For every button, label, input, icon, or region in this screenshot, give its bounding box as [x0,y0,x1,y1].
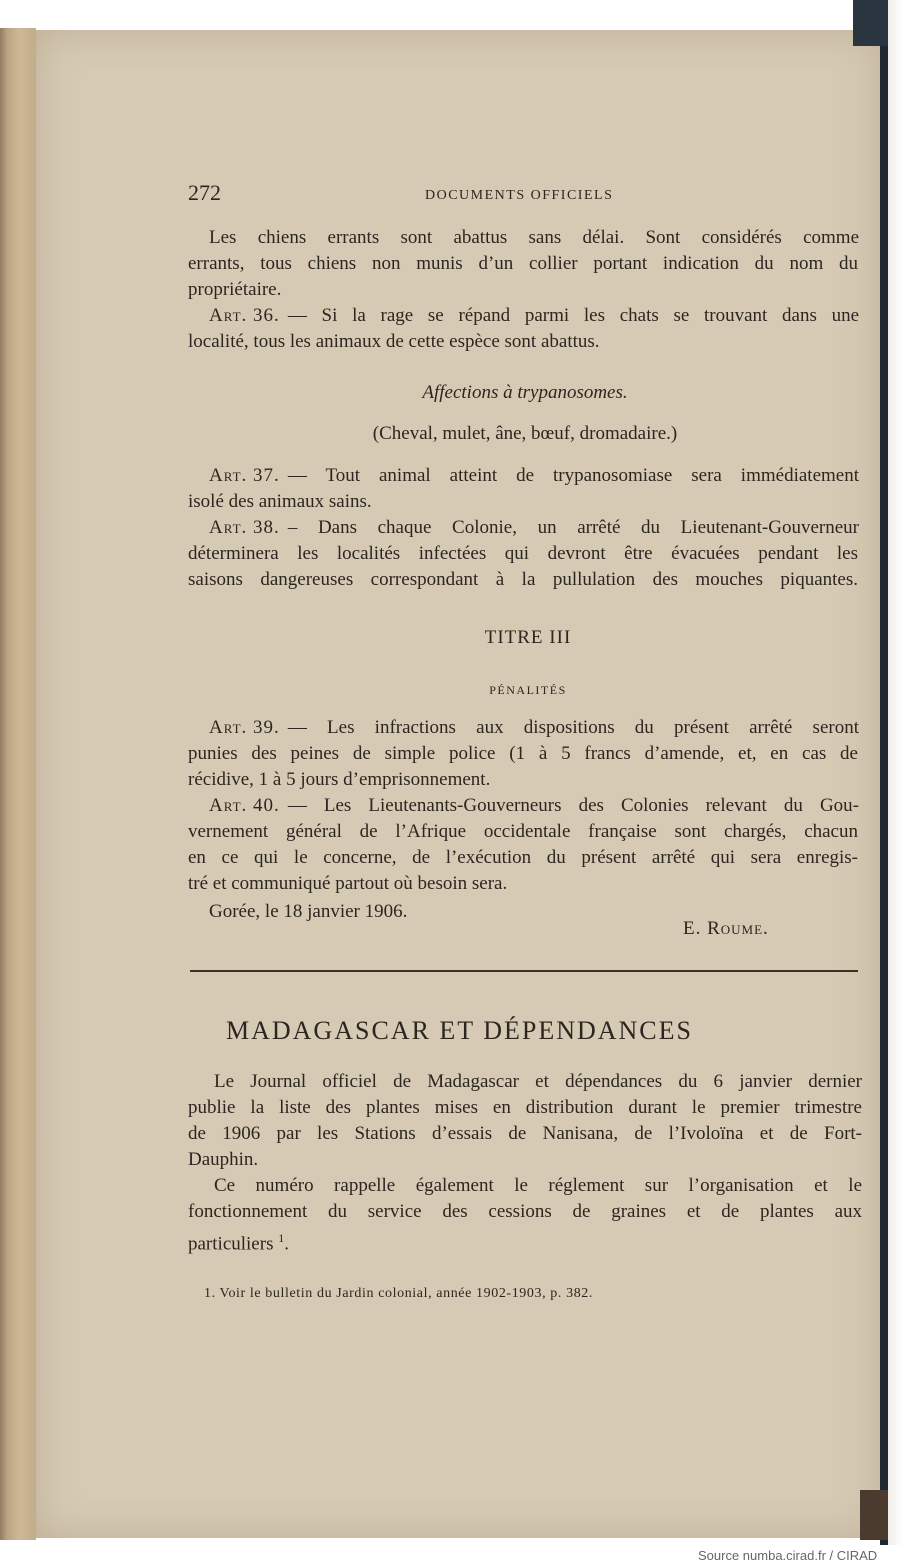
top-paragraph-line-2: errants, tous chiens non munis d’un collier portant indication du nom du [188,253,858,274]
art37-line-2: isolé des animaux sains. [188,491,372,512]
binding-tab-bottom [860,1490,888,1540]
place-date: Gorée, le 18 janvier 1906. [209,901,408,922]
footnote: 1. Voir le bulletin du Jardin colonial, année 1902-1903, p. 382. [204,1286,593,1301]
art37-text-1: — Tout animal atteint de trypanosomiase sera immédiatement [287,465,859,486]
art36-line-1 [209,303,859,329]
art38-line-3: saisons dangereuses correspondant à la pullulation des mouches piquantes. [188,569,858,590]
art40-line-1 [209,793,859,819]
penalites-heading: PÉNALITÉS [489,683,567,697]
art37-label: Art. 37. [209,465,280,486]
art38-text-1: – Dans chaque Colonie, un arrêté du Lieutenant-Gouverneur [287,517,859,538]
top-paragraph-line-3: propriétaire. [188,279,282,300]
art38-line-2: déterminera les localités infectées qui devront être évacuées pendant les [188,543,858,564]
art38-label: Art. 38. [209,517,280,538]
art40-label: Art. 40. [209,795,280,816]
section-divider [190,970,858,972]
affections-animals: (Cheval, mulet, âne, bœuf, dromadaire.) [372,423,678,444]
section-title: MADAGASCAR ET DÉPENDANCES [225,1016,693,1045]
art36-line-2: localité, tous les animaux de cette espèce sont abattus. [188,331,600,352]
signature: E. Roume. [683,918,769,939]
art36-text-1: — Si la rage se répand parmi les chats se trouvant dans une [287,305,859,326]
art38-line-1 [209,515,859,541]
madagascar-para1-line-3: de 1906 par les Stations d’essais de Nanisana, de l’Ivoloïna et de Fort- [188,1123,862,1144]
art39-line-1 [209,715,859,741]
madagascar-para1-line-2: publie la liste des plantes mises en distribution durant le premier trimestre [188,1097,862,1118]
running-head: DOCUMENTS OFFICIELS [425,188,614,203]
binding-tab-top [853,0,888,46]
art39-line-2: punies des peines de simple police (1 à 5 francs d’amende, et, en cas de [188,743,858,764]
particuliers-text: particuliers [188,1233,274,1255]
top-paragraph-line-1: Les chiens errants sont abattus sans délai. Sont considérés comme [209,227,859,248]
art39-text-1: — Les infractions aux dispositions du présent arrêté seront [287,717,859,738]
footnote-mark: 1 [278,1231,285,1245]
art37-line-1 [209,463,859,489]
art40-line-3: en ce qui le concerne, de l’exécution du présent arrêté qui sera enregis- [188,847,858,868]
binding-strip [880,0,888,1545]
source-credit: Source numba.cirad.fr / CIRAD [698,1548,878,1563]
madagascar-para1-line-1: Le Journal officiel de Madagascar et dépendances du 6 janvier dernier [214,1071,862,1092]
madagascar-para2-line-3: particuliers $^1$. [188,1231,289,1255]
madagascar-para2-line-1: Ce numéro rappelle également le réglement sur l’organisation et le [214,1175,862,1196]
madagascar-para2-line-2: fonctionnement du service des cessions de graines et de plantes aux [188,1201,862,1222]
page-number: 272 [188,180,221,205]
art40-line-2: vernement général de l’Afrique occidentale française sont chargés, chacun [188,821,858,842]
affections-heading: Affections à trypanosomes. [422,382,628,403]
book-page-edges [0,28,36,1540]
art40-text-1: — Les Lieutenants-Gouverneurs des Colonies relevant du Gou- [287,795,859,816]
madagascar-para1-line-4: Dauphin. [188,1149,259,1170]
art36-label: Art. 36. [209,305,280,326]
titre-heading: TITRE III [484,627,572,648]
art39-label: Art. 39. [209,717,280,738]
art39-line-3: récidive, 1 à 5 jours d’emprisonnement. [188,769,491,790]
art40-line-4: tré et communiqué partout où besoin sera. [188,873,508,894]
